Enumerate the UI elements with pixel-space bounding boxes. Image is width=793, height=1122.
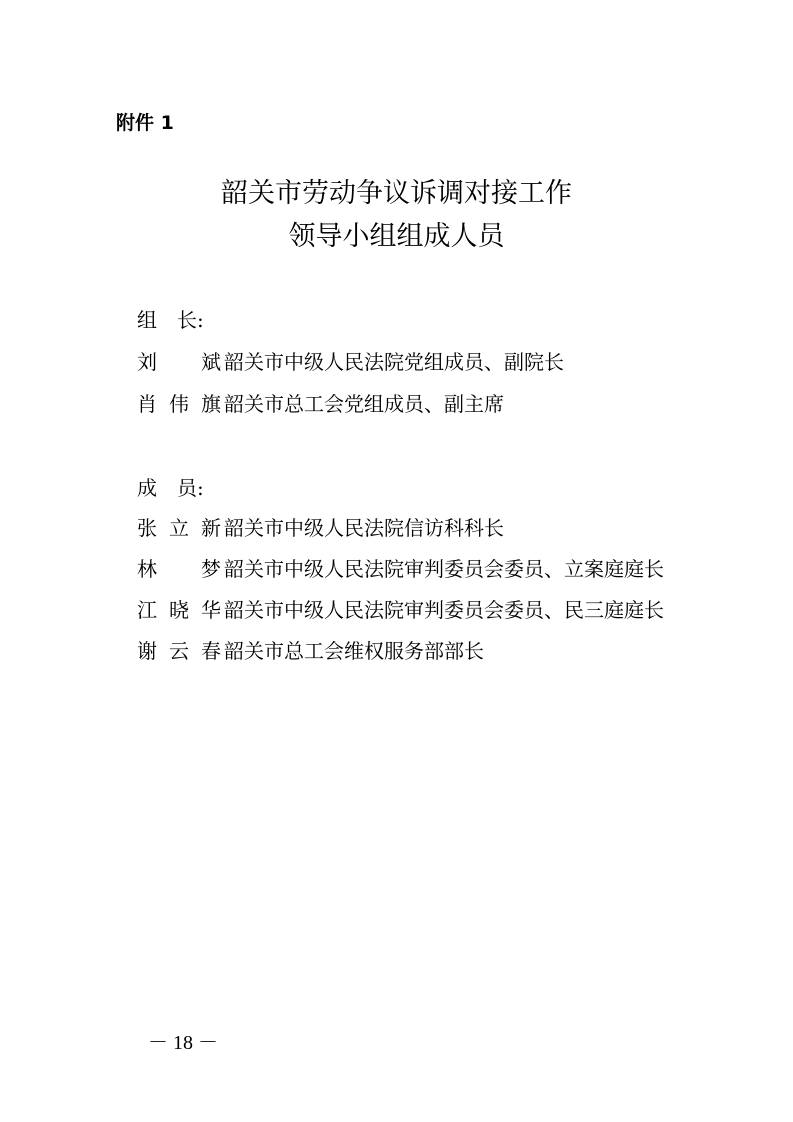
leaders-heading-colon: :: [197, 308, 204, 332]
leader-role: 韶关市总工会党组成员、副主席: [224, 392, 504, 416]
member-role: 韶关市中级人民法院审判委员会委员、立案庭庭长: [224, 557, 664, 581]
leader-row: [137, 347, 564, 377]
document-title-line-1: 韶关市劳动争议诉调对接工作: [221, 178, 572, 209]
leader-row: [137, 389, 504, 419]
page-number: － 18 －: [148, 1032, 218, 1054]
member-role: 韶关市总工会维权服务部部长: [224, 639, 484, 663]
leader-role: 韶关市中级人民法院党组成员、副院长: [224, 350, 564, 374]
member-role: 韶关市中级人民法院信访科科长: [224, 516, 504, 540]
leader-name: 肖伟旗: [137, 392, 221, 416]
member-name: 江晓华: [137, 598, 221, 622]
member-role: 韶关市中级人民法院审判委员会委员、民三庭庭长: [224, 598, 664, 622]
leaders-heading: [137, 305, 204, 335]
attachment-label: 附件 1: [116, 112, 174, 134]
member-row: [137, 513, 504, 543]
member-name: 谢云春: [137, 639, 221, 663]
member-row: [137, 595, 664, 625]
member-name: 林 梦: [137, 557, 221, 581]
members-heading: [137, 473, 204, 503]
member-row: [137, 554, 664, 584]
leader-name: 刘 斌: [137, 350, 221, 374]
members-heading-colon: :: [197, 476, 204, 500]
document-title-line-2: 领导小组组成人员: [288, 221, 505, 252]
member-row: [137, 636, 484, 666]
member-name: 张立新: [137, 516, 221, 540]
leaders-heading-label: 组 长: [137, 308, 197, 332]
members-heading-label: 成 员: [137, 476, 197, 500]
